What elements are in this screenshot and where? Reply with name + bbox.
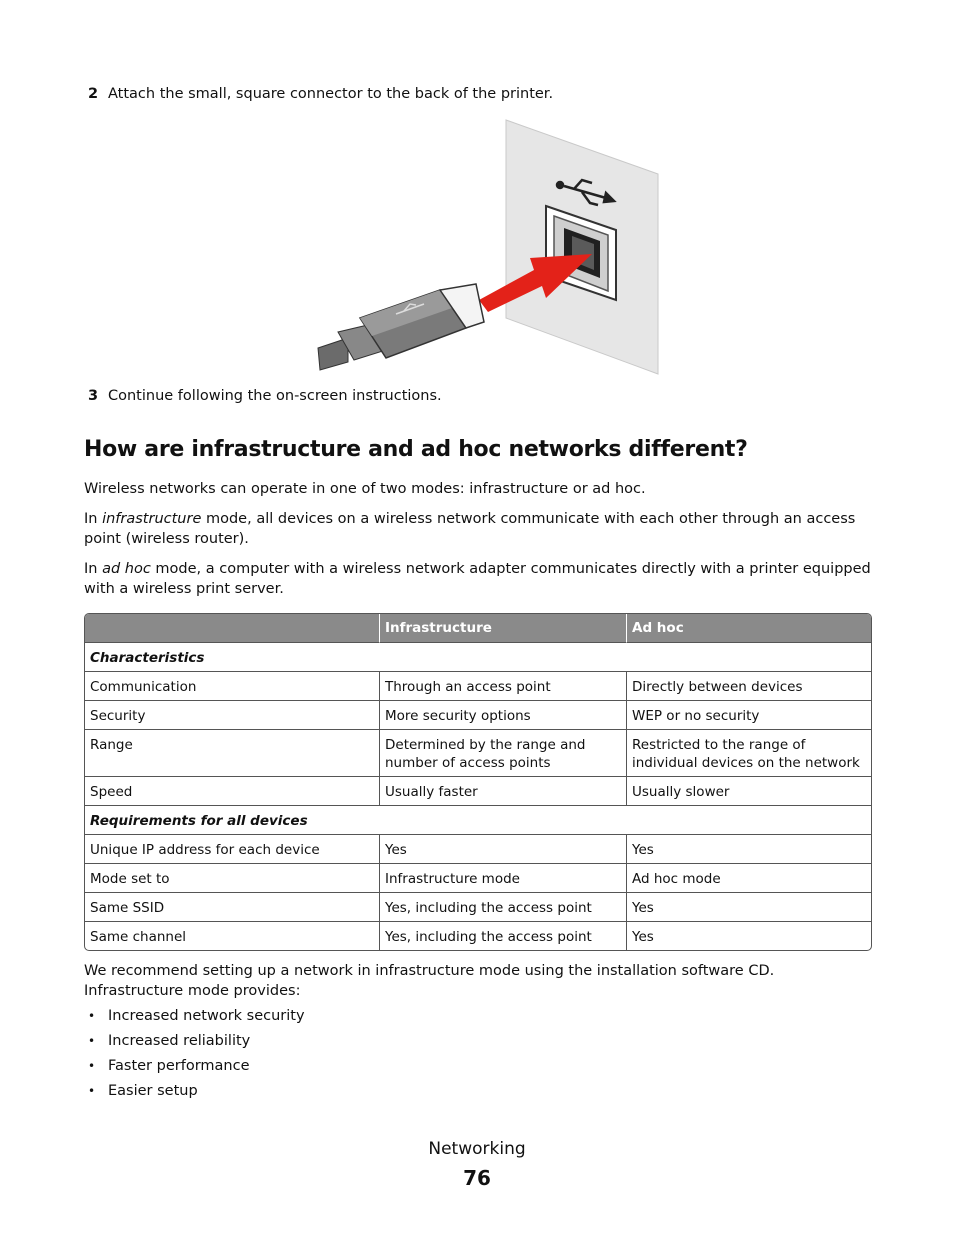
table-cell: Yes, including the access point xyxy=(380,922,627,950)
section-title-requirements: Requirements for all devices xyxy=(85,806,871,835)
table-cell: Directly between devices xyxy=(627,672,871,701)
table-cell: Yes xyxy=(627,893,871,922)
table-cell: WEP or no security xyxy=(627,701,871,730)
section-title-characteristics: Characteristics xyxy=(85,643,871,672)
list-item-text: Increased network security xyxy=(108,1008,305,1024)
list-item-text: Easier setup xyxy=(108,1083,198,1099)
comparison-table xyxy=(84,613,872,951)
table-header-row xyxy=(85,614,871,643)
table-cell: Restricted to the range of individual devices on the network xyxy=(627,730,871,777)
header-cell-infrastructure: Infrastructure xyxy=(380,614,627,643)
list-item xyxy=(88,1054,305,1079)
infra-rest: mode, all devices on a wireless network communicate with each other through an access point (wireless router). xyxy=(84,511,856,547)
table-row xyxy=(85,922,871,950)
step-text: Attach the small, square connector to the back of the printer. xyxy=(108,86,554,102)
table-cell: Determined by the range and number of access points xyxy=(380,730,627,777)
list-item-text: Faster performance xyxy=(108,1058,250,1074)
table-cell: Ad hoc mode xyxy=(627,864,871,893)
infrastructure-paragraph xyxy=(84,509,874,549)
intro-text: Wireless networks can operate in one of two modes: infrastructure or ad hoc. xyxy=(84,481,646,497)
table-cell: Infrastructure mode xyxy=(380,864,627,893)
adhoc-rest: mode, a computer with a wireless network adapter communicates directly with a printer equipped with a wireless print server. xyxy=(84,561,871,597)
table-row xyxy=(85,864,871,893)
table-cell: Unique IP address for each device xyxy=(85,835,380,864)
infra-term: infrastructure xyxy=(102,511,202,527)
step-number: 2 xyxy=(88,86,99,102)
adhoc-term: ad hoc xyxy=(102,561,151,577)
benefits-list xyxy=(88,1004,305,1104)
recommendation-paragraph: We recommend setting up a network in infrastructure mode using the installation software CD. Infrastructure mode provides: xyxy=(84,963,775,999)
adhoc-paragraph xyxy=(84,559,874,599)
table-cell: Speed xyxy=(85,777,380,806)
table-cell: Same SSID xyxy=(85,893,380,922)
table-cell: Through an access point xyxy=(380,672,627,701)
list-item-text: Increased reliability xyxy=(108,1033,251,1049)
table-cell: Usually slower xyxy=(627,777,871,806)
section-heading: How are infrastructure and ad hoc networks different? xyxy=(84,437,748,462)
table-cell: Yes xyxy=(380,835,627,864)
footer-section-name: Networking xyxy=(428,1139,526,1159)
step-text: Continue following the on-screen instructions. xyxy=(108,388,442,404)
list-item xyxy=(88,1079,305,1104)
table-cell: Mode set to xyxy=(85,864,380,893)
section-row xyxy=(85,643,871,672)
bullet-icon: • xyxy=(88,1059,96,1073)
section-row xyxy=(85,806,871,835)
list-item xyxy=(88,1029,305,1054)
table-row xyxy=(85,701,871,730)
step-number: 3 xyxy=(88,388,99,404)
table-cell: Range xyxy=(85,730,380,777)
list-item xyxy=(88,1004,305,1029)
table-cell: Yes xyxy=(632,929,654,945)
step-3 xyxy=(88,388,442,404)
header-cell-blank xyxy=(85,614,380,643)
table-cell: Usually faster xyxy=(380,777,627,806)
table-row xyxy=(85,672,871,701)
table-cell: Same channel xyxy=(85,922,380,950)
usb-cable xyxy=(318,284,484,370)
table-cell: Security xyxy=(85,701,380,730)
table-cell: Yes xyxy=(627,835,871,864)
infra-prefix: In xyxy=(84,511,103,527)
bullet-icon: • xyxy=(88,1034,96,1048)
table-cell: Communication xyxy=(85,672,380,701)
table-cell: Yes, including the access point xyxy=(380,893,627,922)
table-row xyxy=(85,835,871,864)
table-cell: More security options xyxy=(380,701,627,730)
header-cell-adhoc: Ad hoc xyxy=(627,614,871,643)
step-2 xyxy=(88,86,553,102)
table-row xyxy=(85,730,871,777)
bullet-icon: • xyxy=(88,1084,96,1098)
bullet-icon: • xyxy=(88,1009,96,1023)
page-number: 76 xyxy=(463,1166,491,1190)
intro-paragraph xyxy=(84,479,874,499)
table-row xyxy=(85,893,871,922)
table-row xyxy=(85,777,871,806)
adhoc-prefix: In xyxy=(84,561,103,577)
usb-connection-illustration xyxy=(316,118,662,376)
